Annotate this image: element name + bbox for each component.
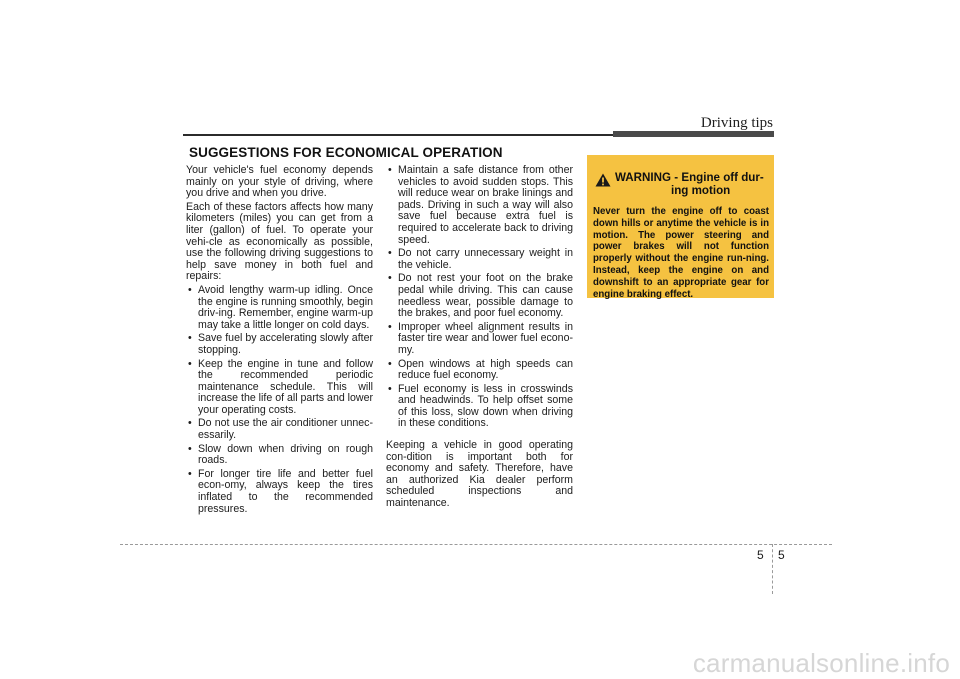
header-rule-accent: [613, 131, 774, 137]
text-column-2: [386, 165, 573, 512]
chapter-number: 5: [757, 548, 764, 562]
warning-title: [615, 171, 765, 197]
text-column-1: [186, 165, 373, 517]
list-item: • Maintain a safe distance from other vehicles to avoid sudden stops. This will reduce wear on brake linings and pads. Driving in such a way will also save fuel because extra fuel is required to accelerate back to driving speed.: [386, 165, 573, 246]
footer-rule: [120, 544, 832, 545]
warning-triangle-icon: [595, 173, 611, 187]
list-item: • Improper wheel alignment results in faster tire wear and lower fuel econo-my.: [386, 322, 573, 357]
list-item: • Save fuel by accelerating slowly after stopping.: [186, 333, 373, 356]
paragraph: Each of these factors affects how many kilometers (miles) you can get from a liter (gallon) of fuel. To operate your vehi-cle as economically as possible, use the following driving suggestions to help save money in both fuel and repairs:: [186, 200, 373, 283]
list-item: • For longer tire life and better fuel econ-omy, always keep the tires inflated to the recommended pressures.: [186, 469, 373, 515]
warning-header: [593, 171, 769, 197]
paragraph: Your vehicle's fuel economy depends mainly on your style of driving, where you drive and when you drive.: [186, 164, 373, 200]
warning-title-line2: ing motion: [671, 184, 731, 197]
warning-body: Never turn the engine off to coast down hills or anytime the vehicle is in motion. The power steering and power brakes will not function properly without the engine run-ning. Instead, keep the engine on and downshift to an appropriate gear for engine braking effect.: [593, 206, 769, 300]
page-number-divider: [772, 544, 773, 594]
list-item: • Do not carry unnecessary weight in the vehicle.: [386, 248, 573, 271]
list-item: • Fuel economy is less in crosswinds and headwinds. To help offset some of this loss, slow down when driving in these conditions.: [386, 384, 573, 430]
closing-paragraph: Keeping a vehicle in good operating con-dition is important both for economy and safety. Therefore, have an authorized Kia dealer perform scheduled inspections and maintenance.: [386, 439, 573, 510]
watermark: carmanualsonline.info: [692, 648, 950, 678]
list-item: • Slow down when driving on rough roads.: [186, 444, 373, 467]
bullet-list: [186, 285, 373, 515]
list-item: • Do not rest your foot on the brake pedal while driving. This can cause needless wear, possible damage to the brakes, and poor fuel economy.: [386, 273, 573, 319]
warning-box: [587, 155, 774, 298]
bullet-list: [386, 165, 573, 430]
section-title: SUGGESTIONS FOR ECONOMICAL OPERATION: [189, 145, 503, 160]
header-rule: [183, 134, 613, 136]
list-item: • Avoid lengthy warm-up idling. Once the engine is running smoothly, begin driv-ing. Remember, engine warm-up may take a little longer on cold days.: [186, 285, 373, 331]
list-item: • Open windows at high speeds can reduce fuel economy.: [386, 359, 573, 382]
list-item: • Keep the engine in tune and follow the recommended periodic maintenance schedule. This will increase the life of all parts and lower your operating costs.: [186, 359, 373, 417]
warning-title-line1: WARNING - Engine off dur-: [615, 171, 764, 184]
list-item: • Do not use the air conditioner unnec-essarily.: [186, 418, 373, 441]
running-title: Driving tips: [700, 115, 773, 131]
page-number: 5: [778, 548, 785, 562]
